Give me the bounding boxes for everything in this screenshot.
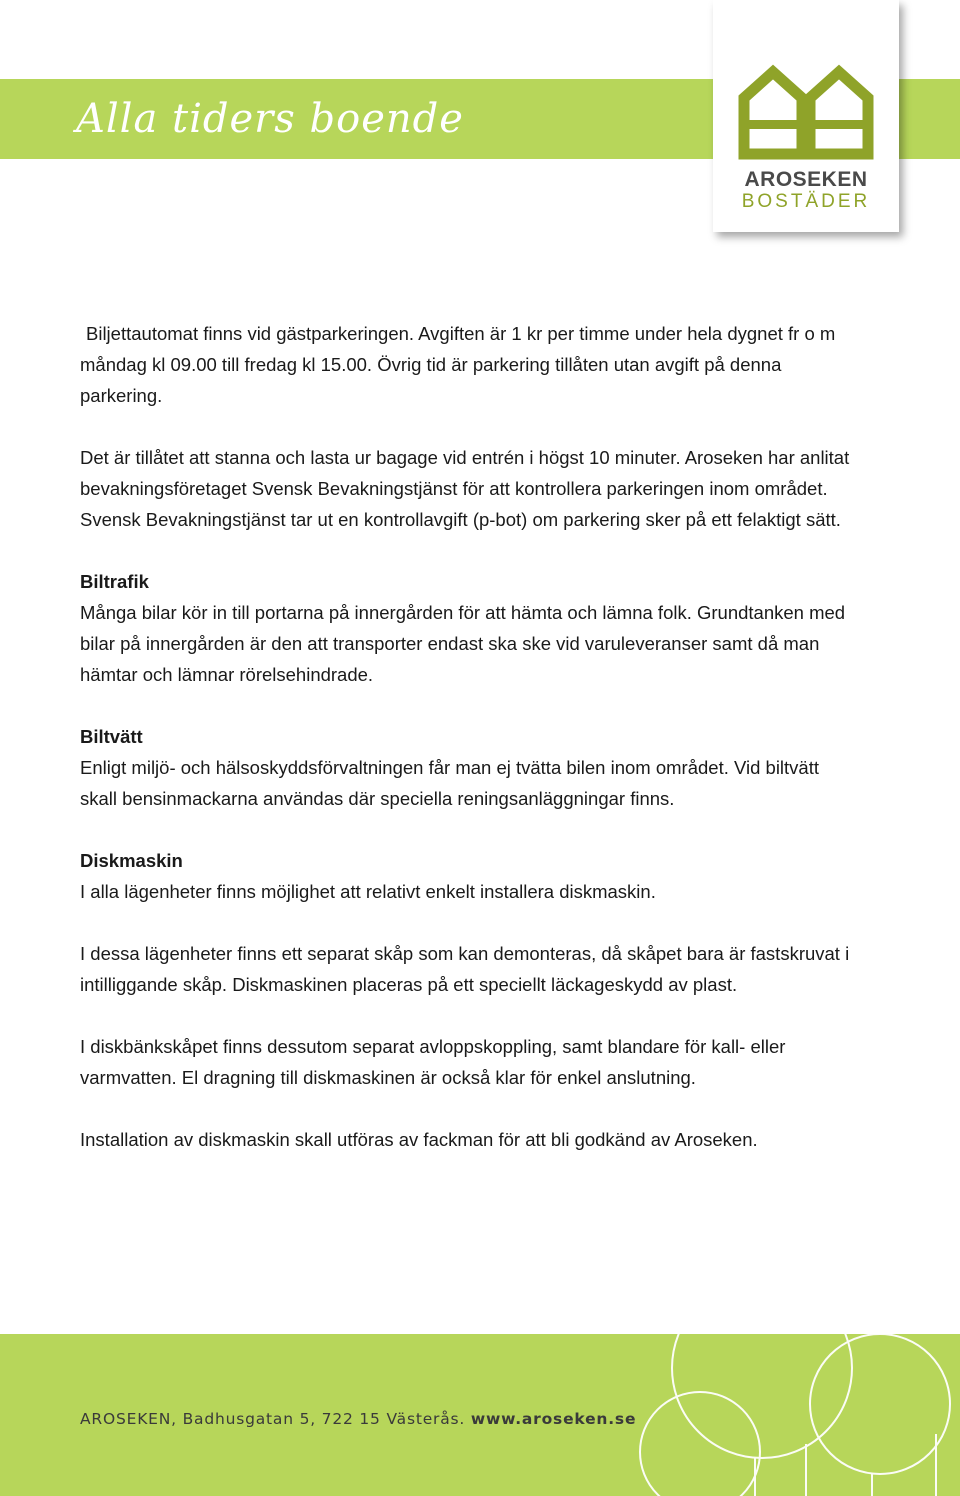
logo-card [713,0,899,232]
logo-name: AROSEKEN [744,168,868,191]
logo-subname: BOSTÄDER [741,191,871,212]
paragraph-diskmaskin-1: I alla lägenheter finns möjlighet att relativt enkelt installera diskmaskin. [80,881,656,902]
footer-band [0,1334,960,1496]
paragraph-diskmaskin-3: I diskbänkskåpet finns dessutom separat avloppskoppling, samt blandare för kall- eller varmvatten. El dragning till diskmaskinen är också klar för enkel anslutning. [80,1036,786,1088]
paragraph-diskmaskin-4: Installation av diskmaskin skall utföras av fackman för att bli godkänd av Aroseken. [80,1129,758,1150]
paragraph-parking-ticket: Biljettautomat finns vid gästparkeringen. Avgiften är 1 kr per timme under hela dygnet fr o m måndag kl 09.00 till fredag kl 15.00. Övrig tid är parkering tillåten utan avgift på denna parkering. [80,323,836,406]
footer-contact [80,1410,636,1428]
footer-website-link[interactable]: www.aroseken.se [470,1410,637,1428]
paragraph-biltrafik: Många bilar kör in till portarna på innergården för att hämta och lämna folk. Grundtanken med bilar på innergården är den att transporter endast ska ske vid varuleveranser samt då man hämtar och lämnar rörelsehindrade. [80,602,846,685]
heading-diskmaskin: Diskmaskin [80,850,183,871]
paragraph-parking-control: Det är tillåtet att stanna och lasta ur bagage vid entrén i högst 10 minuter. Aroseken har anlitat bevakningsföretaget Svensk Bevakningstjänst för att kontrollera parkeringen inom området. Svensk Bevakningstjänst tar ut en kontrollavgift (p-bot) om parkering sker på ett felaktigt sätt. [80,447,850,530]
header-tagline: Alla tiders boende [76,96,464,142]
houses-logo-icon [738,64,874,160]
document-body [80,318,860,1186]
paragraph-diskmaskin-2: I dessa lägenheter finns ett separat skåp som kan demonteras, då skåpet bara är fastskruvat i intilliggande skåp. Diskmaskinen placeras på ett speciellt läckageskydd av plast. [80,943,850,995]
heading-biltvatt: Biltvätt [80,726,143,747]
heading-biltrafik: Biltrafik [80,571,149,592]
paragraph-biltvatt: Enligt miljö- och hälsoskyddsförvaltningen får man ej tvätta bilen inom området. Vid biltvätt skall bensinmackarna användas där speciella reningsanläggningar finns. [80,757,819,809]
footer-address: AROSEKEN, Badhusgatan 5, 722 15 Västerås. [80,1410,466,1428]
